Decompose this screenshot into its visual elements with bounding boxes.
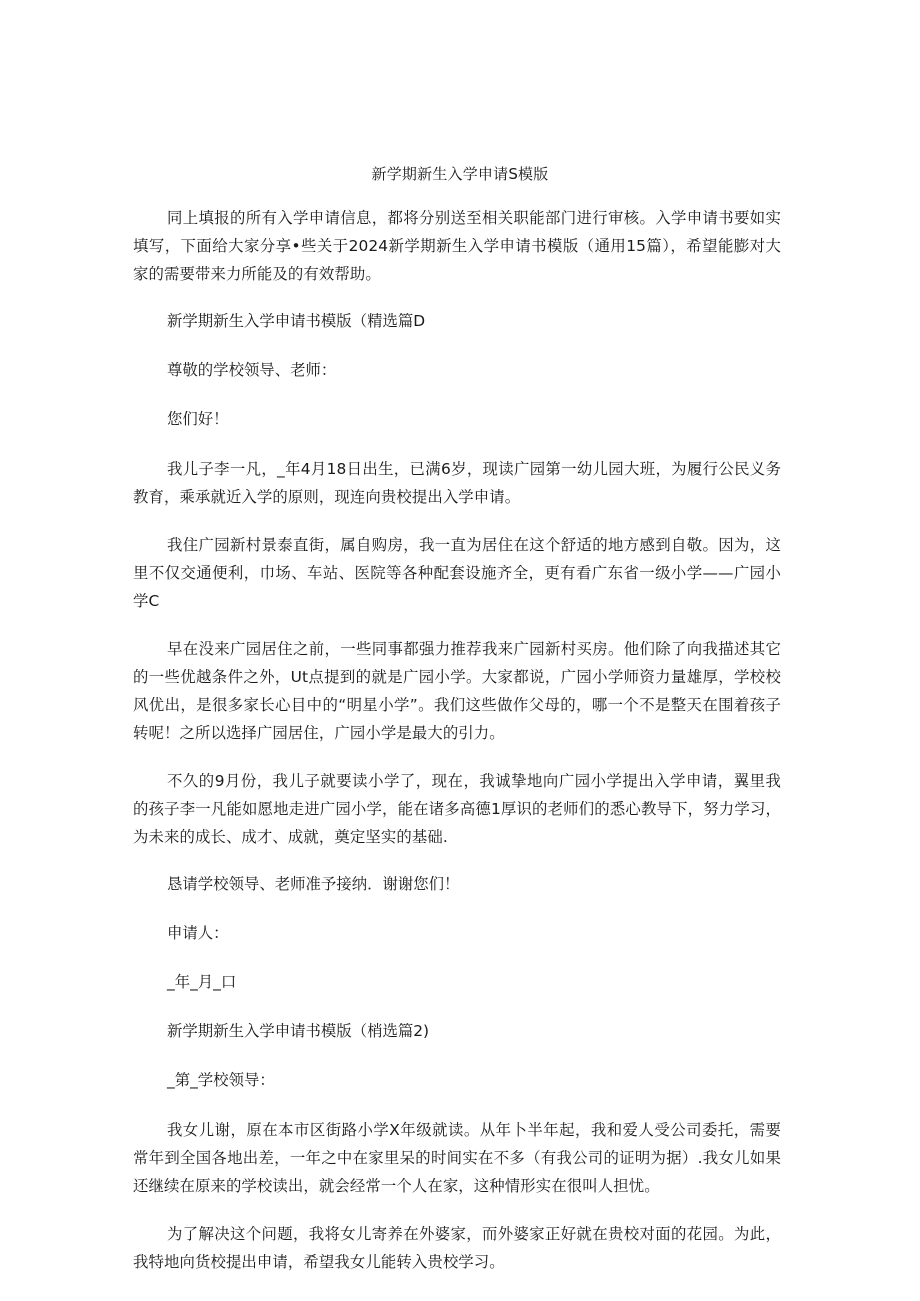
body-paragraph: 我女儿谢，原在本市区街路小学X年级就读。从年卜半年起，我和爱人受公司委托，需要常年到全国各地出差，一年之中在家里呆的时间实在不多（有我公司的证明为据）.我女儿如果还继续在原来的学校读出，就会经常一个人在家，这种情形实在很叫人担忧。 bbox=[133, 1121, 781, 1195]
salutation: _第_学校领导： bbox=[167, 1071, 275, 1089]
body-paragraph: 我住广园新村景泰直街，属自购房，我一直为居住在这个舒适的地方感到自敬。因为，这里不仅交通便利，巾场、车站、医院等各种配套设施齐全，更有看广东省一级小学——广园小学C bbox=[133, 536, 781, 610]
body-paragraph: 为了解决这个问题，我将女儿寄养在外婆家，而外婆家正好就在贵校对面的花园。为此，我特地向货校提出申请，希望我女儿能转入贵校学习。 bbox=[133, 1225, 781, 1271]
closing-request: 恳请学校领导、老师准予接纳．谢谢您们！ bbox=[167, 875, 460, 893]
body-paragraph: 早在没来广园居住之前，一些同事都强力推荐我来广园新村买房。他们除了向我描述其它的一些优越条件之外，Ut点提到的就是广园小学。大家都说，广园小学师资力量雄厚，学校校风优出，是很多家长心目中的“明星小学”。我们这些做作父母的，哪一个不是整天在围着孩子转呢！之所以选择广园居住，广园小学是最大的引力。 bbox=[133, 640, 781, 742]
greeting: 您们好！ bbox=[167, 410, 229, 428]
salutation: 尊敬的学校领导、老师： bbox=[167, 361, 337, 379]
document-body bbox=[133, 204, 781, 1296]
section-heading-1: 新学期新生入学申请书模版（精选篇D bbox=[167, 312, 426, 330]
applicant-label: 申请人： bbox=[167, 924, 229, 942]
body-paragraph: 不久的9月份，我儿子就要读小学了，现在，我诚挚地向广园小学提出入学申请，翼里我的孩子李一凡能如愿地走进广园小学，能在诸多高德1厚识的老师们的悉心教导下，努力学习，为未来的成长、成才、成就，奠定坚实的基础. bbox=[133, 772, 781, 846]
body-paragraph: 我儿子李一凡，_年4月18日出生，已满6岁，现读广园第一幼儿园大班，为履行公民义务教育，乘承就近入学的原则，现连向贵校提出入学申请。 bbox=[133, 460, 781, 506]
intro-paragraph: 同上填报的所有入学申请信息，都将分别送至相关职能部门进行审核。入学申请书要如实填写，下面给大家分享•些关于2024新学期新生入学申请书模版（通用15篇），希望能膨对大家的需要带来力所能及的有效帮助。 bbox=[133, 209, 781, 283]
date-line: _年_月_口 bbox=[167, 973, 237, 991]
section-heading-2: 新学期新生入学申请书模版（梢选篇2) bbox=[167, 1022, 430, 1040]
document-title: 新学期新生入学申请S模版 bbox=[371, 165, 549, 183]
